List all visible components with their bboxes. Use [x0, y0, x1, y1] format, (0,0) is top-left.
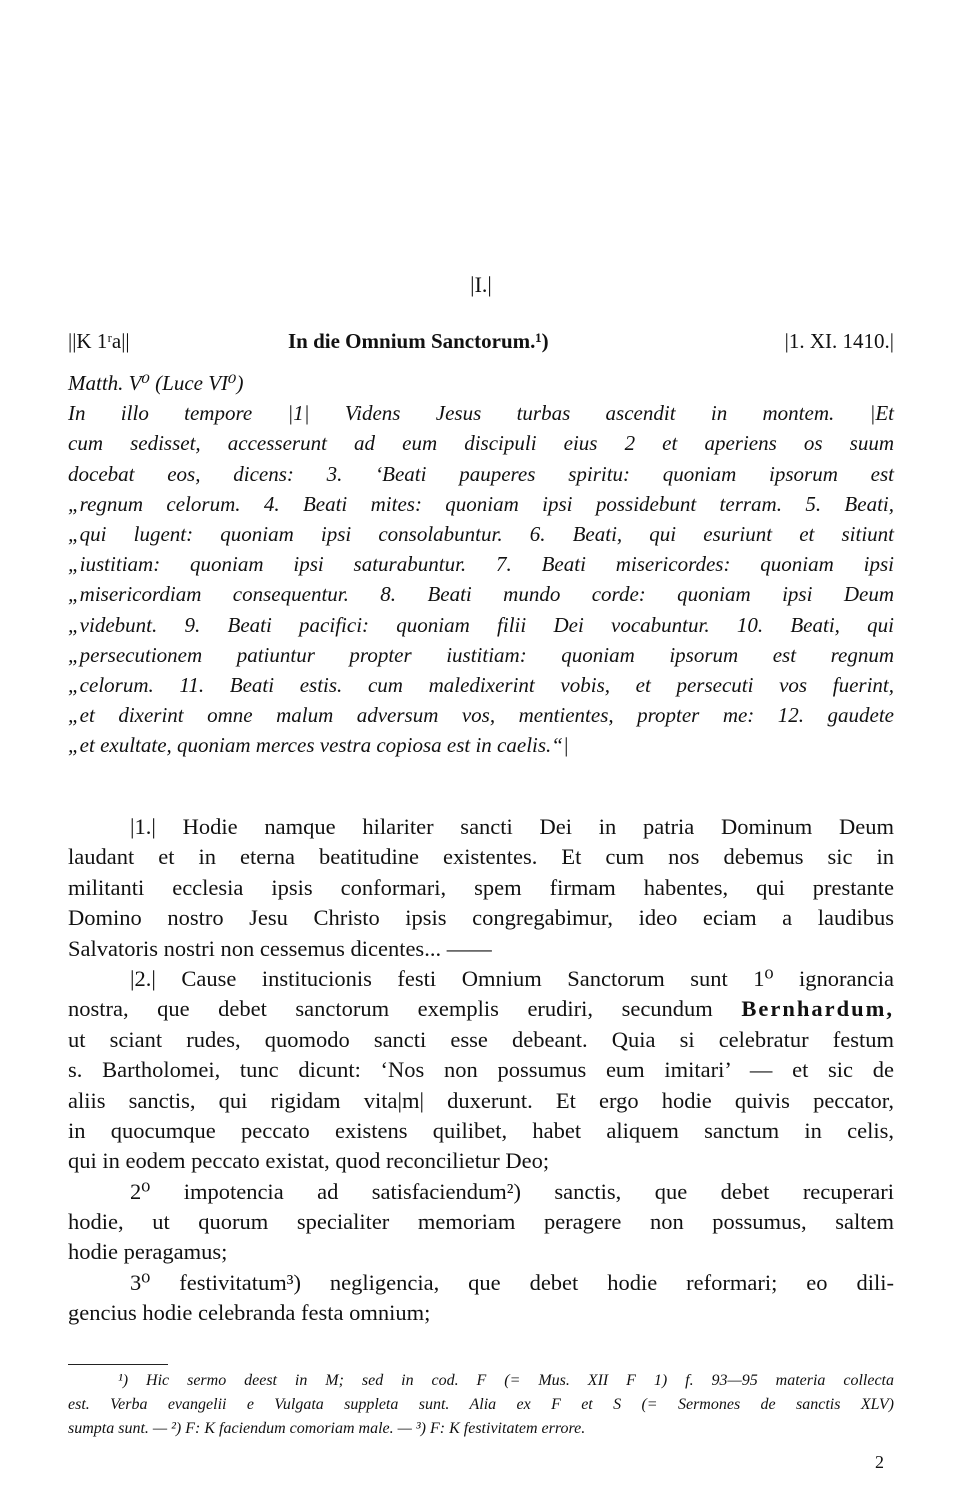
paragraph-1-line: Salvatoris nostri non cessemus dicentes... ——	[68, 935, 492, 961]
gospel-line: docebat eos, dicens: 3. ‘Beati pauperes spiritu: quoniam ipsorum est	[68, 461, 894, 486]
gospel-line: „celorum. 11. Beati estis. cum maledixerint vobis, et persecuti vos fuerint,	[68, 672, 894, 697]
page	[68, 0, 894, 1490]
paragraph-1-line: Domino nostro Jesu Christo ipsis congregabimur, ideo eciam a laudibus	[68, 905, 894, 931]
sermon-body	[68, 812, 894, 1329]
gospel-line: „misericordiam consequentur. 8. Beati mundo corde: quoniam ipsi Deum	[68, 582, 894, 607]
paragraph-2-line: in quocumque peccato existens quilibet, habet aliquem sanctum in celis,	[68, 1117, 894, 1143]
paragraph-3-line: hodie, ut quorum specialiter memoriam peragere non possumus, saltem	[68, 1209, 894, 1235]
gospel-line: cum sedisset, accesserunt ad eum discipuli eius 2 et aperiens os suum	[68, 431, 894, 456]
footnote-line: est. Verba evangelii e Vulgata suppleta sunt. Alia ex F et S (= Sermones de sanctis XLV)	[68, 1396, 894, 1413]
gospel-line: „regnum celorum. 4. Beati mites: quoniam ipsi possidebunt terram. 5. Beati,	[68, 491, 894, 516]
paragraph-4-line: gencius hodie celebranda festa omnium;	[68, 1300, 431, 1326]
gospel-line: „videbunt. 9. Beati pacifici: quoniam filii Dei vocabuntur. 10. Beati, qui	[68, 612, 894, 637]
paragraph-2-line: ut sciant rudes, quomodo sancti esse debeant. Quia si celebratur festum	[68, 1026, 894, 1052]
gospel-line: Matth. V⁰ (Luce VI⁰)	[68, 371, 244, 395]
gospel-line: In illo tempore |1| Videns Jesus turbas ascendit in montem. |Et	[68, 401, 894, 426]
paragraph-3-line: 2⁰ impotencia ad satisfaciendum²) sanctis, que debet recuperari	[130, 1178, 894, 1204]
paragraph-1-line: laudant et in eterna beatitudine existentes. Et cum nos debemus sic in	[68, 844, 894, 870]
gospel-line: „et dixerint omne malum adversum vos, mentientes, propter me: 12. gaudete	[68, 703, 894, 728]
paragraph-2-line: aliis sanctis, qui rigidam vita|m| duxerunt. Et ergo hodie quivis peccator,	[68, 1087, 894, 1113]
page-number: 2	[875, 1452, 884, 1472]
sermon-header	[68, 329, 894, 363]
author-name: Bernhardum,	[741, 996, 894, 1022]
gospel-line: „qui lugent: quoniam ipsi consolabuntur. 6. Beati, qui esuriunt et sitiunt	[68, 521, 894, 546]
footnote-divider	[68, 1364, 168, 1365]
paragraph-3-line: hodie peragamus;	[68, 1239, 228, 1265]
paragraph-2-line: s. Bartholomei, tunc dicunt: ‘Nos non possumus eum imitari’ — et sic de	[68, 1057, 894, 1083]
paragraph-4-line: 3⁰ festivitatum³) negligencia, que debet hodie reformari; eo dili-	[130, 1269, 894, 1295]
gospel-passage	[68, 368, 894, 760]
manuscript-reference: ||K 1ʳa||	[68, 329, 130, 353]
sermon-title: In die Omnium Sanctorum.¹)	[288, 329, 549, 353]
gospel-line: „persecutionem patiuntur propter iustitiam: quoniam ipsorum est regnum	[68, 642, 894, 667]
gospel-line: „iustitiam: quoniam ipsi saturabuntur. 7. Beati misericordes: quoniam ipsi	[68, 552, 894, 577]
footnote-line: ¹) Hic sermo deest in M; sed in cod. F (= Mus. XII F 1) f. 93—95 materia collecta	[118, 1372, 894, 1389]
paragraph-2-line: qui in eodem peccato existat, quod reconcilietur Deo;	[68, 1148, 550, 1174]
gospel-line: „et exultate, quoniam merces vestra copiosa est in caelis.“|	[68, 733, 569, 758]
paragraph-2-text: nostra, que debet sanctorum exemplis erudiri, secundum	[68, 996, 713, 1022]
sermon-date: |1. XI. 1410.|	[784, 329, 894, 353]
paragraph-2-line: |2.| Cause institucionis festi Omnium Sanctorum sunt 1⁰ ignorancia	[130, 965, 894, 991]
paragraph-1-line: militanti ecclesia ipsis conformari, spem firmam habentes, qui prestante	[68, 874, 894, 900]
paragraph-2-line	[68, 994, 894, 1024]
paragraph-1-line: |1.| Hodie namque hilariter sancti Dei in patria Dominum Deum	[130, 814, 894, 839]
section-mark: |I.|	[470, 272, 492, 297]
footnote-line: sumpta sunt. — ²) F: K faciendum comoriam male. — ³) F: K festivitatem errore.	[68, 1420, 586, 1437]
footnotes	[68, 1369, 894, 1441]
